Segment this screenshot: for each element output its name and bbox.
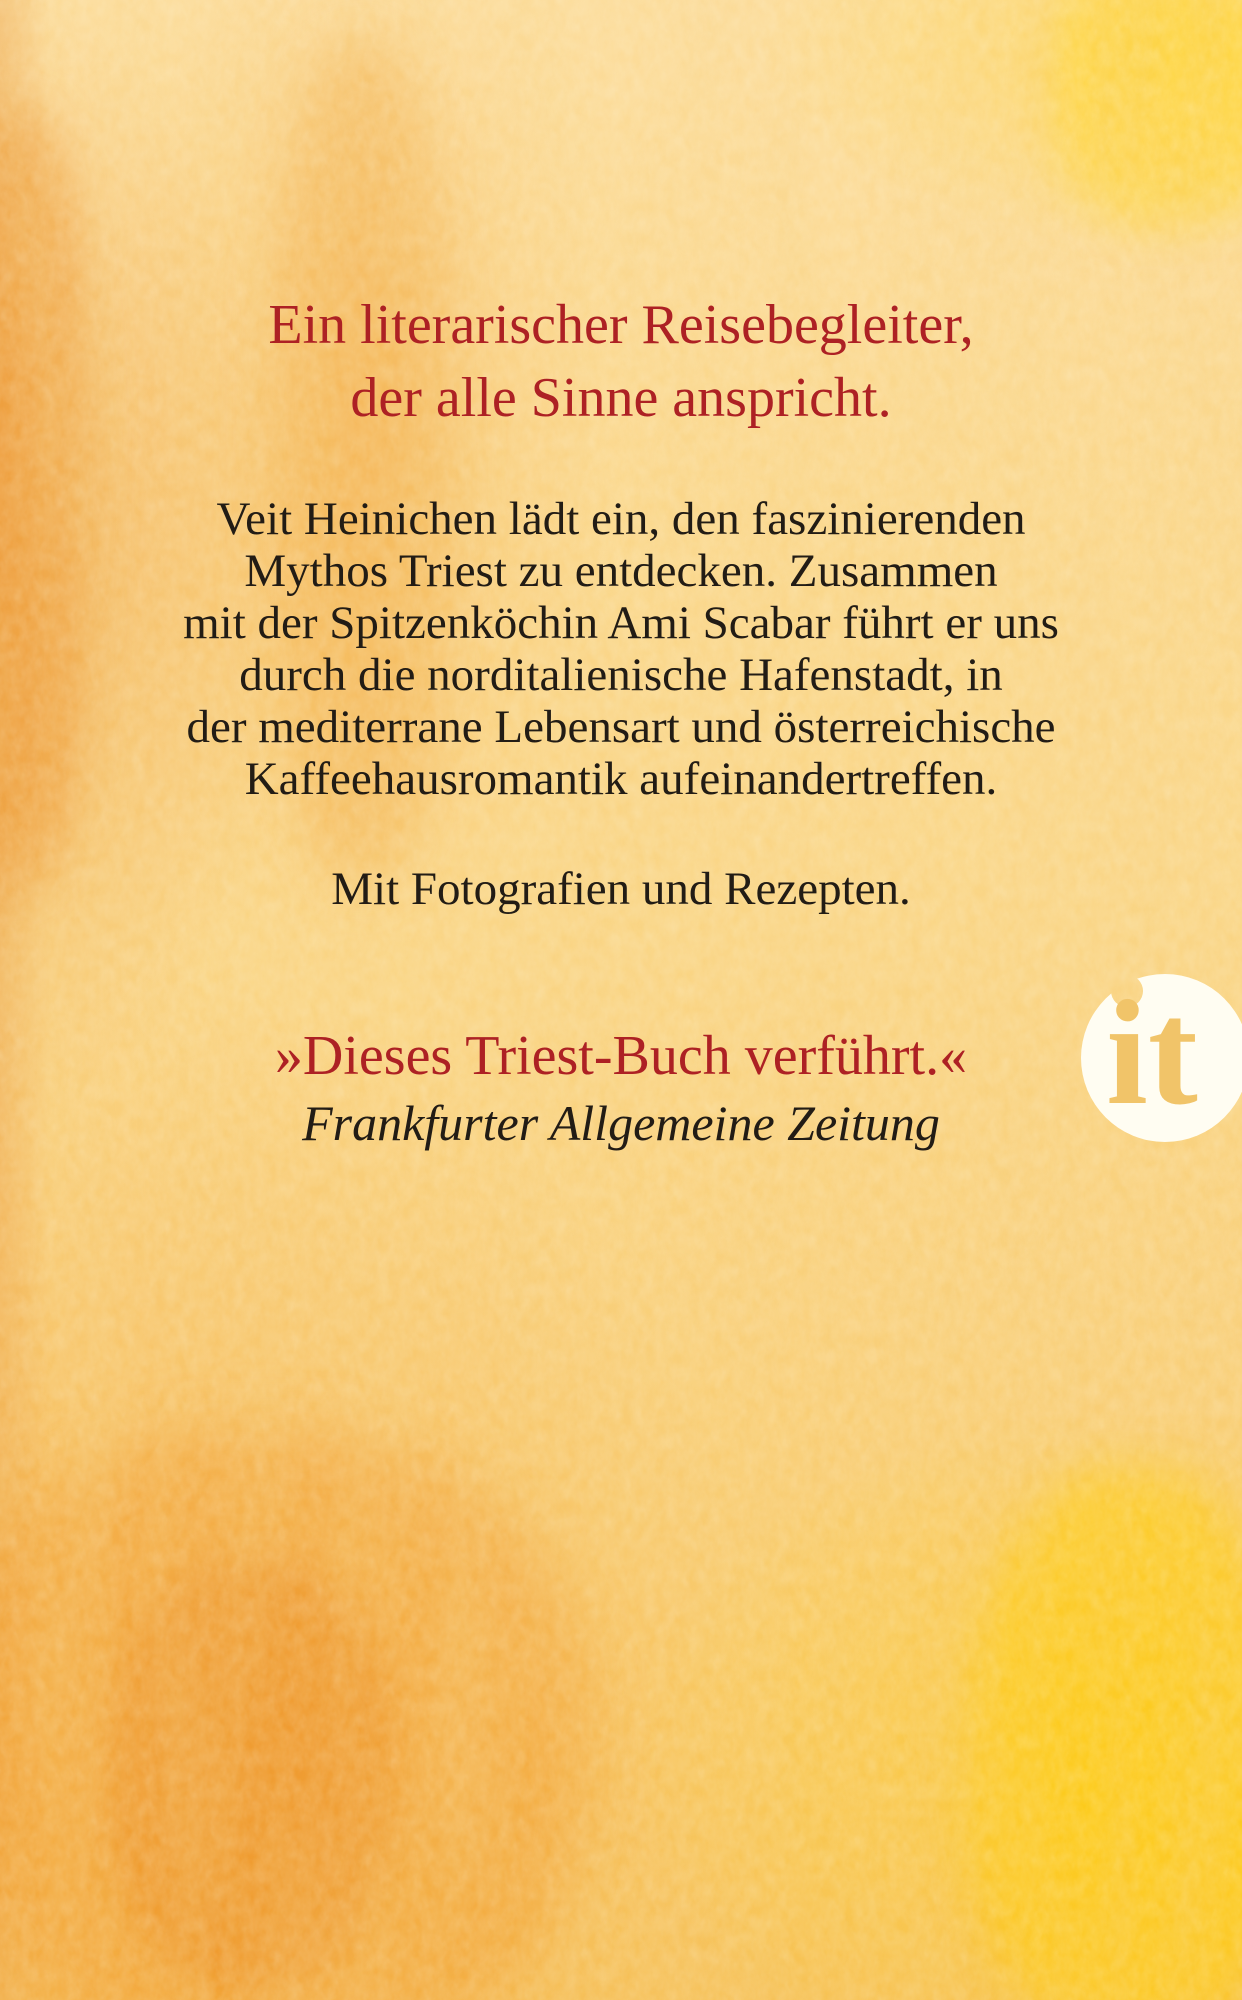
description-line: Veit Heinichen lädt ein, den faszinierenden [216,493,1026,545]
press-quote: »Dieses Triest-Buch verführt.« [274,1025,968,1087]
description-line: der mediterrane Lebensart und österreichische [186,701,1056,753]
headline [0,289,1242,435]
description-line: durch die norditalienische Hafenstadt, in [239,649,1003,701]
description [0,493,1242,805]
insel-taschenbuch-logo [1075,968,1242,1154]
photos-recipes-note: Mit Fotografien und Rezepten. [331,863,911,915]
headline-line-2: der alle Sinne anspricht. [350,367,892,429]
description-line: Mythos Triest zu entdecken. Zusammen [244,545,998,597]
description-line: mit der Spitzenköchin Ami Scabar führt er uns [183,597,1059,649]
logo-letters: it [1106,970,1198,1136]
headline-line-1: Ein literarischer Reisebegleiter, [268,294,974,356]
press-quote-source: Frankfurter Allgemeine Zeitung [302,1095,940,1151]
description-line: Kaffeehausromantik aufeinandertreffen. [244,753,998,805]
